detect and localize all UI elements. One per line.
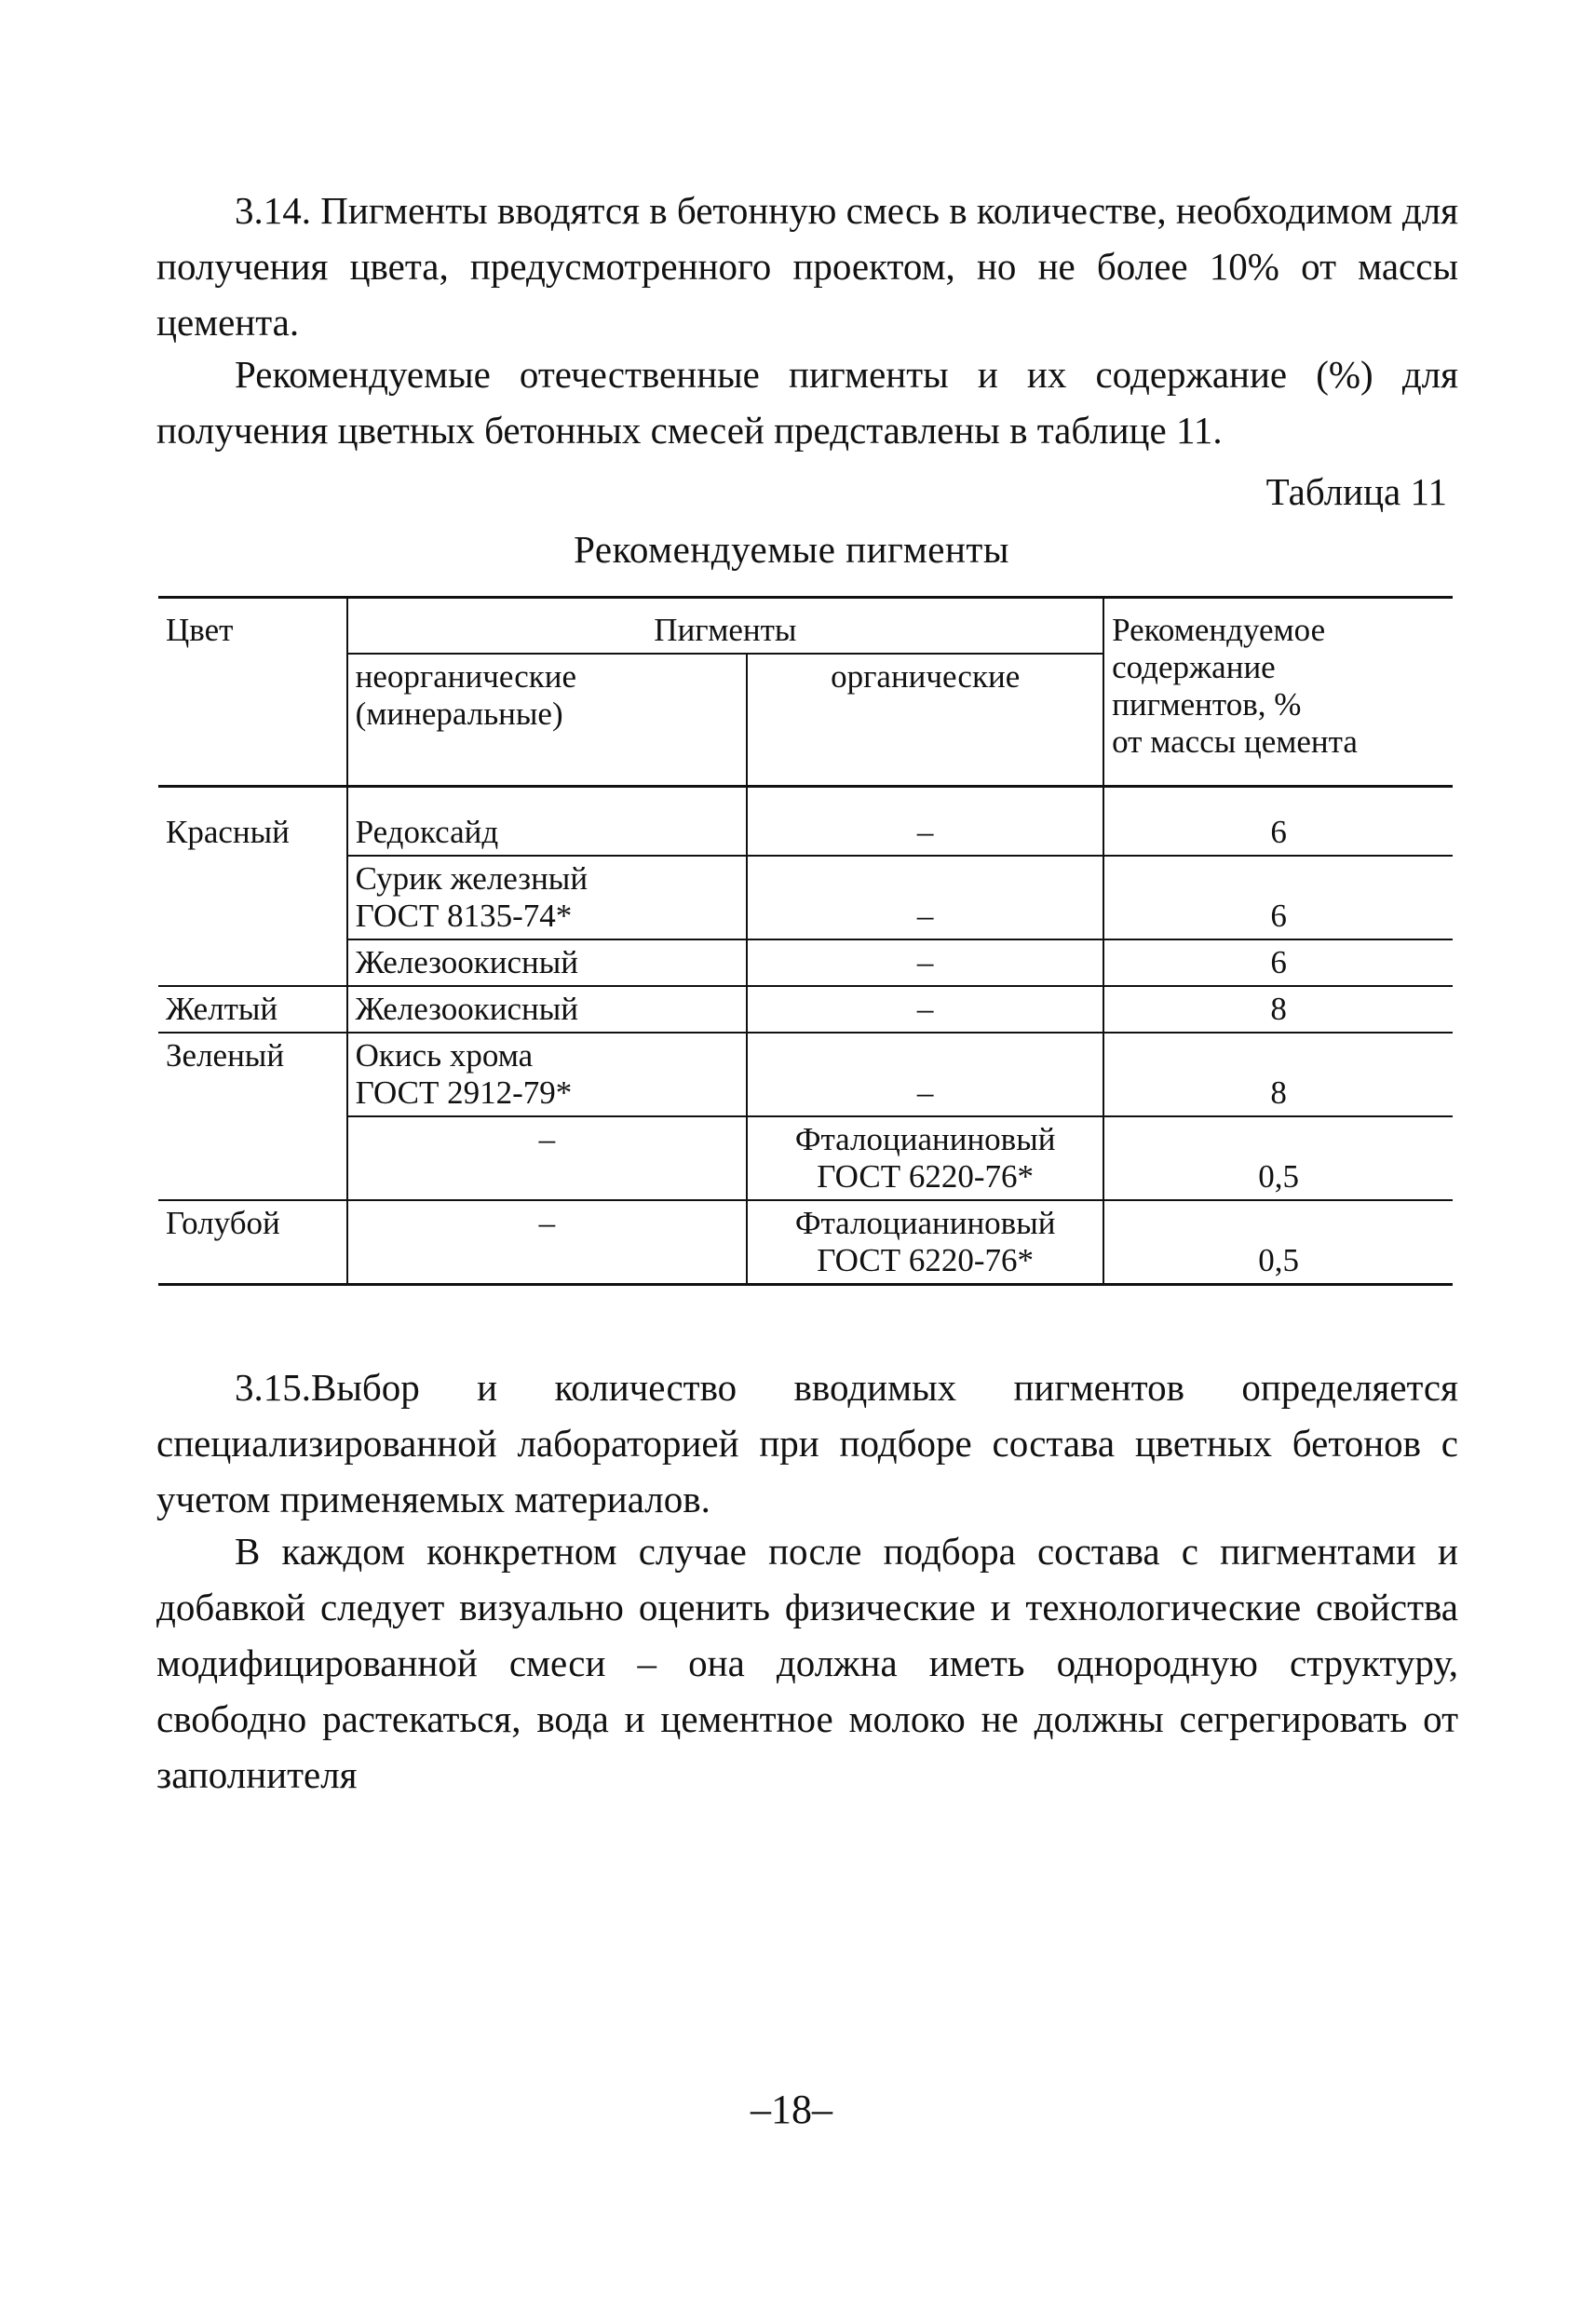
row-organic: – (747, 856, 1103, 939)
row-content: 0,5 (1103, 1116, 1453, 1200)
row-content: 6 (1103, 787, 1453, 857)
row-inorganic: – (347, 1116, 748, 1200)
header-pigments: Пигменты (347, 598, 1104, 655)
page-number: –18– (751, 2087, 832, 2132)
row-content: 8 (1103, 986, 1453, 1033)
table-row (158, 1200, 1453, 1285)
row-inorganic: Окись хрома ГОСТ 2912-79* (347, 1033, 748, 1116)
table-row (158, 939, 1453, 986)
row-color (158, 939, 347, 986)
row-content: 6 (1103, 856, 1453, 939)
paragraph-3-15: 3.15.Выбор и количество вводимых пигментов определяется специализированной лабораторией при подборе состава цветных бетонов с учетом применяемых материалов. (156, 1366, 1458, 1520)
header-inorganic: неорганические (минеральные) (347, 654, 748, 787)
paragraph-table-intro: Рекомендуемые отечественные пигменты и их содержание (%) для получения цветных бетонных смесей представлены в таблице 11. (156, 353, 1458, 452)
row-organic: Фталоцианиновый ГОСТ 6220-76* (747, 1116, 1103, 1200)
row-organic: Фталоцианиновый ГОСТ 6220-76* (747, 1200, 1103, 1285)
row-color: Желтый (158, 986, 347, 1033)
row-organic: – (747, 1033, 1103, 1116)
pigments-table (158, 596, 1453, 1286)
row-organic: – (747, 787, 1103, 857)
row-color (158, 1116, 347, 1200)
row-color: Голубой (158, 1200, 347, 1285)
row-color: Зеленый (166, 1037, 285, 1074)
paragraph-3-14: 3.14. Пигменты вводятся в бетонную смесь в количестве, необходимом для получения цвета, предусмотренного проектом, но не более 10% от массы цемента. (156, 189, 1458, 344)
header-color: Цвет (158, 598, 347, 787)
table-row (158, 986, 1453, 1033)
header-recommended: Рекомендуемое содержание пигментов, % от массы цемента (1103, 598, 1453, 787)
row-organic: – (747, 986, 1103, 1033)
row-content: 0,5 (1103, 1200, 1453, 1285)
row-color (158, 856, 347, 939)
table-row (158, 1116, 1453, 1200)
table-row (158, 787, 1453, 857)
row-color: Красный (166, 814, 290, 850)
paragraph-evaluation: В каждом конкретном случае после подбора состава с пигментами и добавкой следует визуально оценить физические и технологические свойства модифицированной смеси – она должна иметь однородную структуру, свободно растекаться, вода и цементное молоко не должны сегрегировать от заполнителя (156, 1530, 1458, 1796)
table-number: Таблица 11 (1265, 470, 1447, 513)
table-row (158, 1033, 1453, 1116)
row-inorganic: Сурик железный ГОСТ 8135-74* (347, 856, 748, 939)
header-organic: органические (747, 654, 1103, 787)
table-row (158, 856, 1453, 939)
table-header-row (158, 598, 1453, 655)
row-content: 6 (1103, 939, 1453, 986)
row-inorganic: – (347, 1200, 748, 1285)
row-content: 8 (1103, 1033, 1453, 1116)
row-inorganic: Железоокисный (347, 939, 748, 986)
row-inorganic: Железоокисный (347, 986, 748, 1033)
table-caption: Рекомендуемые пигменты (574, 528, 1009, 571)
row-inorganic: Редоксайд (347, 787, 748, 857)
row-organic: – (747, 939, 1103, 986)
